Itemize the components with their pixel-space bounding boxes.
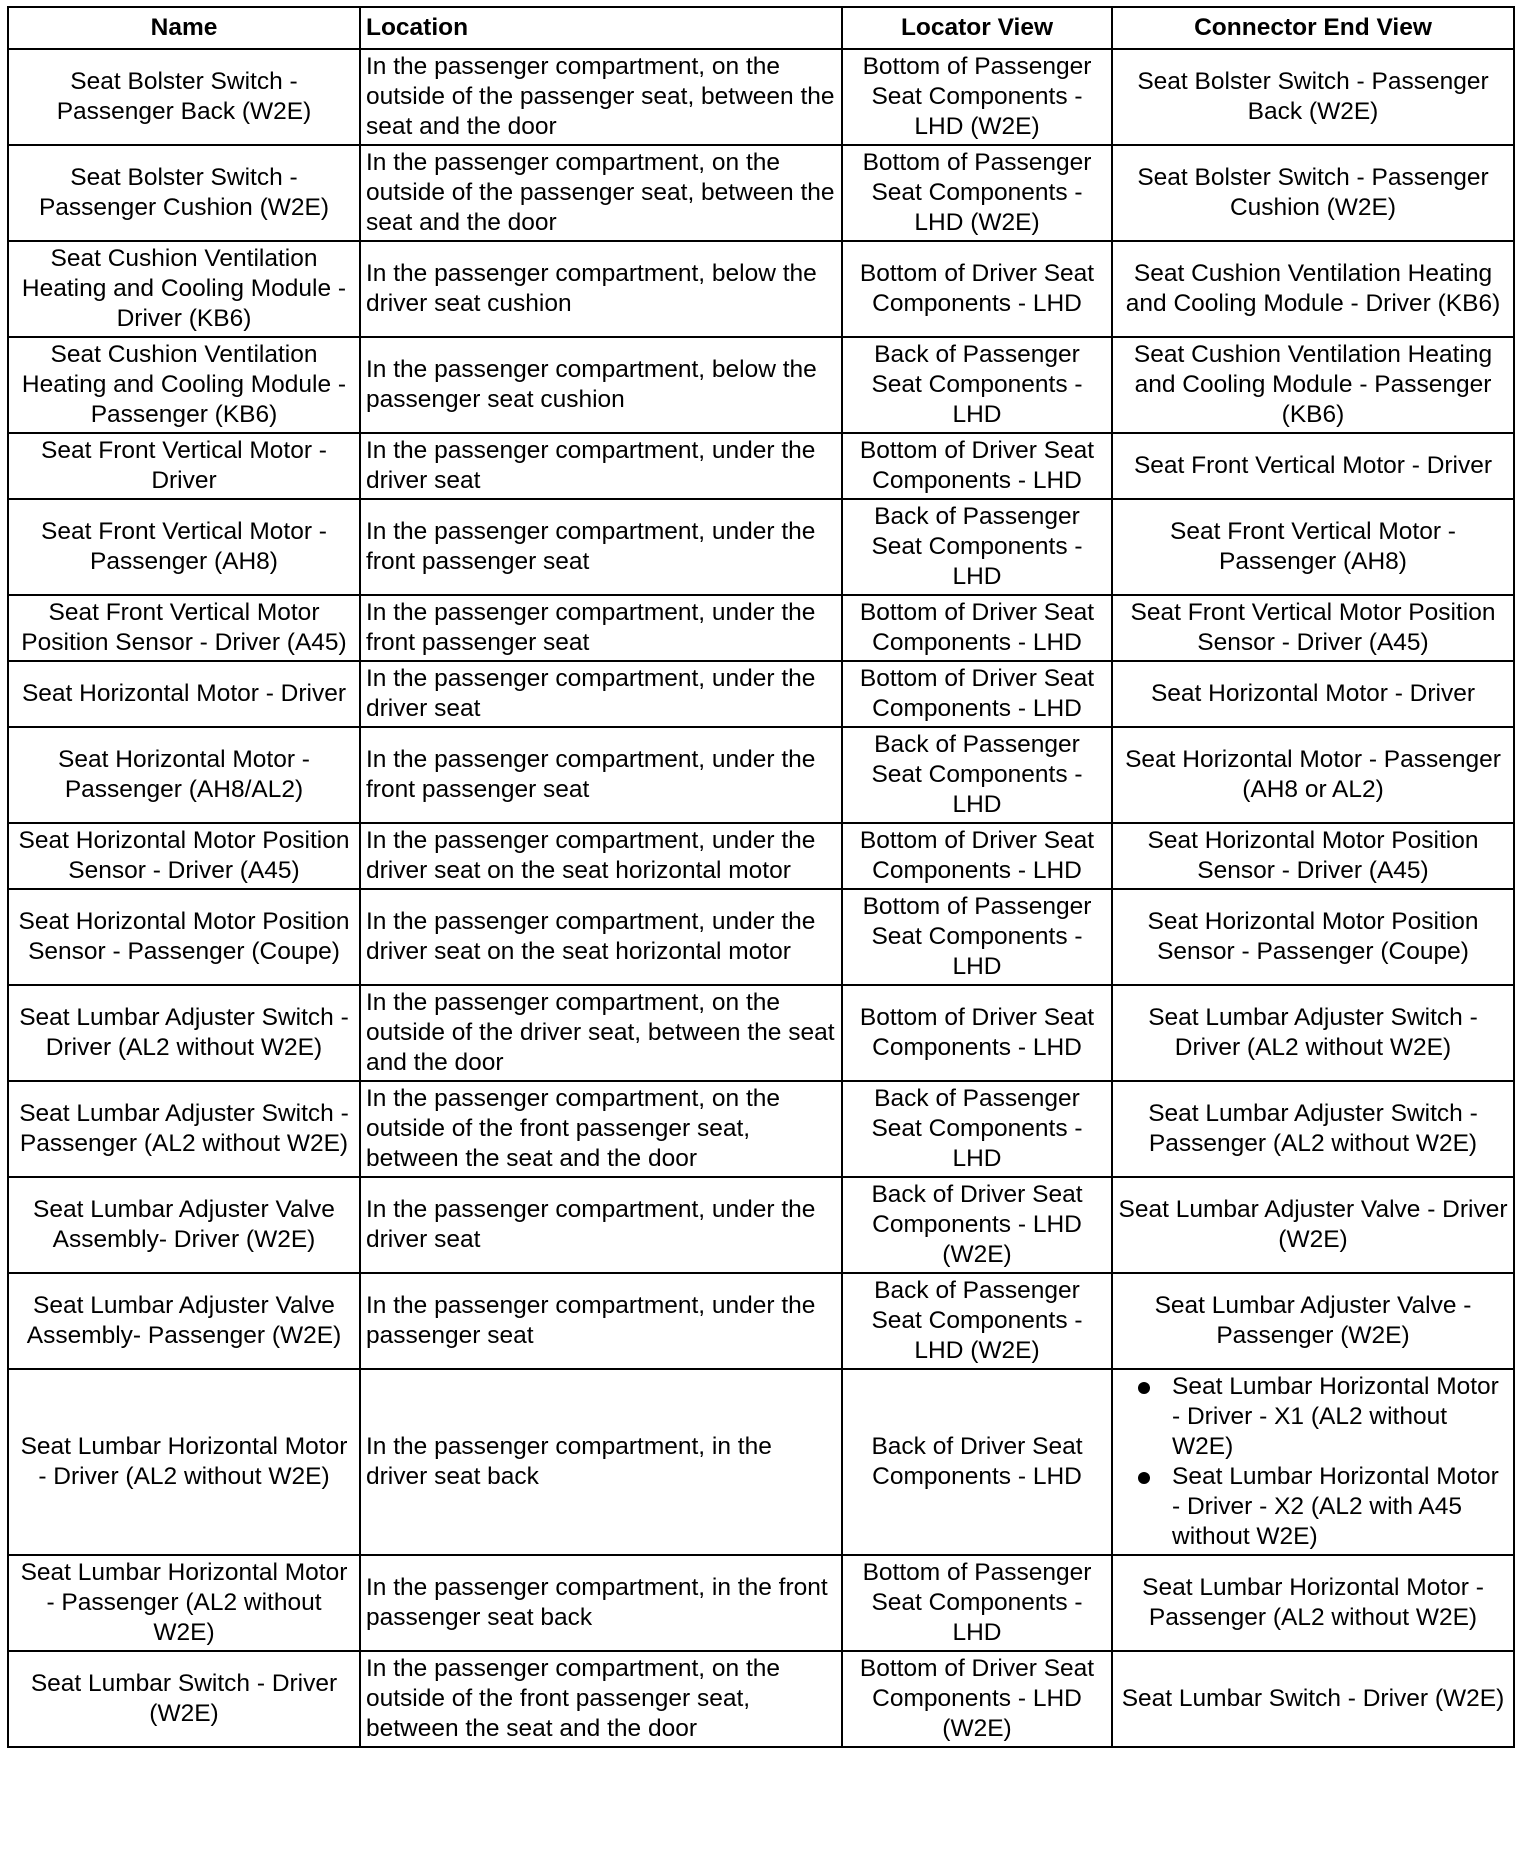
cell-locator-view: Bottom of Driver Seat Components - LHD bbox=[842, 595, 1112, 661]
cell-locator-view: Back of Driver Seat Components - LHD bbox=[842, 1369, 1112, 1555]
cell-locator-view: Bottom of Passenger Seat Components - LHD (W2E) bbox=[842, 145, 1112, 241]
cell-location: In the passenger compartment, in the driver seat back bbox=[360, 1369, 842, 1555]
cell-locator-view: Back of Driver Seat Components - LHD (W2E) bbox=[842, 1177, 1112, 1273]
table-row bbox=[8, 49, 1514, 145]
table-row bbox=[8, 433, 1514, 499]
table-row bbox=[8, 337, 1514, 433]
table-row bbox=[8, 661, 1514, 727]
cell-location: In the passenger compartment, on the outside of the driver seat, between the seat and the door bbox=[360, 985, 842, 1081]
cell-location: In the passenger compartment, under the front passenger seat bbox=[360, 499, 842, 595]
cell-name: Seat Front Vertical Motor - Passenger (AH8) bbox=[8, 499, 360, 595]
cell-locator-view: Back of Passenger Seat Components - LHD bbox=[842, 337, 1112, 433]
table-row bbox=[8, 145, 1514, 241]
cell-locator-view: Back of Passenger Seat Components - LHD bbox=[842, 1081, 1112, 1177]
cell-connector-end-view: Seat Lumbar Horizontal Motor - Passenger (AL2 without W2E) bbox=[1112, 1555, 1514, 1651]
cell-connector-end-view: Seat Front Vertical Motor Position Sensor - Driver (A45) bbox=[1112, 595, 1514, 661]
cell-connector-end-view: Seat Lumbar Switch - Driver (W2E) bbox=[1112, 1651, 1514, 1747]
cell-location: In the passenger compartment, under the passenger seat bbox=[360, 1273, 842, 1369]
bullet-icon bbox=[1138, 1472, 1150, 1484]
cell-connector-end-view: Seat Horizontal Motor Position Sensor - Passenger (Coupe) bbox=[1112, 889, 1514, 985]
cell-locator-view: Back of Passenger Seat Components - LHD bbox=[842, 727, 1112, 823]
table-body bbox=[8, 49, 1514, 1747]
cell-name: Seat Front Vertical Motor Position Sensor - Driver (A45) bbox=[8, 595, 360, 661]
cell-name: Seat Lumbar Adjuster Valve Assembly- Driver (W2E) bbox=[8, 1177, 360, 1273]
table-row bbox=[8, 241, 1514, 337]
header-connector-end-view: Connector End View bbox=[1112, 7, 1514, 49]
cell-name: Seat Horizontal Motor Position Sensor - Passenger (Coupe) bbox=[8, 889, 360, 985]
cell-connector-end-view: Seat Lumbar Adjuster Valve - Passenger (W2E) bbox=[1112, 1273, 1514, 1369]
table-row bbox=[8, 1555, 1514, 1651]
table-row bbox=[8, 1273, 1514, 1369]
cell-name: Seat Bolster Switch - Passenger Cushion (W2E) bbox=[8, 145, 360, 241]
cell-location: In the passenger compartment, under the driver seat on the seat horizontal motor bbox=[360, 823, 842, 889]
cell-name: Seat Horizontal Motor - Driver bbox=[8, 661, 360, 727]
cell-location: In the passenger compartment, below the passenger seat cushion bbox=[360, 337, 842, 433]
cell-location: In the passenger compartment, below the driver seat cushion bbox=[360, 241, 842, 337]
connector-bullet-text: Seat Lumbar Horizontal Motor - Driver - X2 (AL2 with A45 without W2E) bbox=[1172, 1463, 1499, 1550]
cell-location: In the passenger compartment, under the driver seat bbox=[360, 433, 842, 499]
cell-name: Seat Bolster Switch - Passenger Back (W2E) bbox=[8, 49, 360, 145]
component-locator-table bbox=[7, 6, 1515, 1748]
header-location: Location bbox=[360, 7, 842, 49]
cell-location: In the passenger compartment, on the outside of the passenger seat, between the seat and the door bbox=[360, 145, 842, 241]
cell-locator-view: Bottom of Passenger Seat Components - LHD bbox=[842, 1555, 1112, 1651]
cell-location: In the passenger compartment, on the outside of the passenger seat, between the seat and the door bbox=[360, 49, 842, 145]
cell-connector-end-view: Seat Horizontal Motor Position Sensor - Driver (A45) bbox=[1112, 823, 1514, 889]
cell-name: Seat Front Vertical Motor - Driver bbox=[8, 433, 360, 499]
cell-location: In the passenger compartment, under the driver seat on the seat horizontal motor bbox=[360, 889, 842, 985]
connector-bullet-list bbox=[1118, 1372, 1508, 1552]
cell-name: Seat Lumbar Horizontal Motor - Driver (AL2 without W2E) bbox=[8, 1369, 360, 1555]
cell-connector-end-view: Seat Lumbar Adjuster Valve - Driver (W2E) bbox=[1112, 1177, 1514, 1273]
cell-name: Seat Lumbar Adjuster Switch - Driver (AL2 without W2E) bbox=[8, 985, 360, 1081]
cell-location: In the passenger compartment, under the driver seat bbox=[360, 661, 842, 727]
cell-connector-end-view: Seat Bolster Switch - Passenger Back (W2E) bbox=[1112, 49, 1514, 145]
cell-name: Seat Horizontal Motor - Passenger (AH8/AL2) bbox=[8, 727, 360, 823]
cell-connector-end-view: Seat Front Vertical Motor - Passenger (AH8) bbox=[1112, 499, 1514, 595]
cell-location: In the passenger compartment, in the front passenger seat back bbox=[360, 1555, 842, 1651]
cell-connector-end-view: Seat Bolster Switch - Passenger Cushion (W2E) bbox=[1112, 145, 1514, 241]
cell-locator-view: Bottom of Driver Seat Components - LHD bbox=[842, 823, 1112, 889]
cell-connector-end-view: Seat Cushion Ventilation Heating and Cooling Module - Passenger (KB6) bbox=[1112, 337, 1514, 433]
cell-locator-view: Back of Passenger Seat Components - LHD (W2E) bbox=[842, 1273, 1112, 1369]
header-name: Name bbox=[8, 7, 360, 49]
header-row bbox=[8, 7, 1514, 49]
cell-connector-end-view: Seat Horizontal Motor - Driver bbox=[1112, 661, 1514, 727]
cell-connector-end-view bbox=[1112, 1369, 1514, 1555]
cell-connector-end-view: Seat Front Vertical Motor - Driver bbox=[1112, 433, 1514, 499]
table-row bbox=[8, 595, 1514, 661]
connector-bullet-text: Seat Lumbar Horizontal Motor - Driver - X1 (AL2 without W2E) bbox=[1172, 1373, 1499, 1460]
cell-locator-view: Back of Passenger Seat Components - LHD bbox=[842, 499, 1112, 595]
table-row bbox=[8, 1081, 1514, 1177]
cell-location: In the passenger compartment, on the outside of the front passenger seat, between the seat and the door bbox=[360, 1081, 842, 1177]
cell-locator-view: Bottom of Driver Seat Components - LHD bbox=[842, 241, 1112, 337]
table-row bbox=[8, 499, 1514, 595]
cell-connector-end-view: Seat Lumbar Adjuster Switch - Driver (AL2 without W2E) bbox=[1112, 985, 1514, 1081]
cell-locator-view: Bottom of Driver Seat Components - LHD bbox=[842, 661, 1112, 727]
bullet-icon bbox=[1138, 1382, 1150, 1394]
cell-location: In the passenger compartment, on the outside of the front passenger seat, between the seat and the door bbox=[360, 1651, 842, 1747]
header-locator-view: Locator View bbox=[842, 7, 1112, 49]
table-row bbox=[8, 823, 1514, 889]
cell-connector-end-view: Seat Lumbar Adjuster Switch - Passenger (AL2 without W2E) bbox=[1112, 1081, 1514, 1177]
cell-locator-view: Bottom of Driver Seat Components - LHD (W2E) bbox=[842, 1651, 1112, 1747]
cell-location: In the passenger compartment, under the driver seat bbox=[360, 1177, 842, 1273]
cell-name: Seat Horizontal Motor Position Sensor - Driver (A45) bbox=[8, 823, 360, 889]
cell-name: Seat Lumbar Switch - Driver (W2E) bbox=[8, 1651, 360, 1747]
cell-name: Seat Lumbar Horizontal Motor - Passenger (AL2 without W2E) bbox=[8, 1555, 360, 1651]
component-locator-table-container bbox=[7, 6, 1513, 1748]
table-row bbox=[8, 1177, 1514, 1273]
cell-location: In the passenger compartment, under the front passenger seat bbox=[360, 595, 842, 661]
table-row bbox=[8, 1369, 1514, 1555]
cell-locator-view: Bottom of Passenger Seat Components - LHD (W2E) bbox=[842, 49, 1112, 145]
cell-location: In the passenger compartment, under the front passenger seat bbox=[360, 727, 842, 823]
cell-locator-view: Bottom of Driver Seat Components - LHD bbox=[842, 433, 1112, 499]
table-header bbox=[8, 7, 1514, 49]
cell-locator-view: Bottom of Driver Seat Components - LHD bbox=[842, 985, 1112, 1081]
table-row bbox=[8, 889, 1514, 985]
table-row bbox=[8, 985, 1514, 1081]
cell-locator-view: Bottom of Passenger Seat Components - LHD bbox=[842, 889, 1112, 985]
cell-connector-end-view: Seat Horizontal Motor - Passenger (AH8 or AL2) bbox=[1112, 727, 1514, 823]
cell-name: Seat Cushion Ventilation Heating and Cooling Module - Passenger (KB6) bbox=[8, 337, 360, 433]
cell-name: Seat Cushion Ventilation Heating and Cooling Module - Driver (KB6) bbox=[8, 241, 360, 337]
cell-name: Seat Lumbar Adjuster Switch - Passenger (AL2 without W2E) bbox=[8, 1081, 360, 1177]
table-row bbox=[8, 727, 1514, 823]
cell-connector-end-view: Seat Cushion Ventilation Heating and Cooling Module - Driver (KB6) bbox=[1112, 241, 1514, 337]
connector-bullet-item bbox=[1118, 1372, 1508, 1462]
connector-bullet-item bbox=[1118, 1462, 1508, 1552]
table-row bbox=[8, 1651, 1514, 1747]
cell-name: Seat Lumbar Adjuster Valve Assembly- Passenger (W2E) bbox=[8, 1273, 360, 1369]
